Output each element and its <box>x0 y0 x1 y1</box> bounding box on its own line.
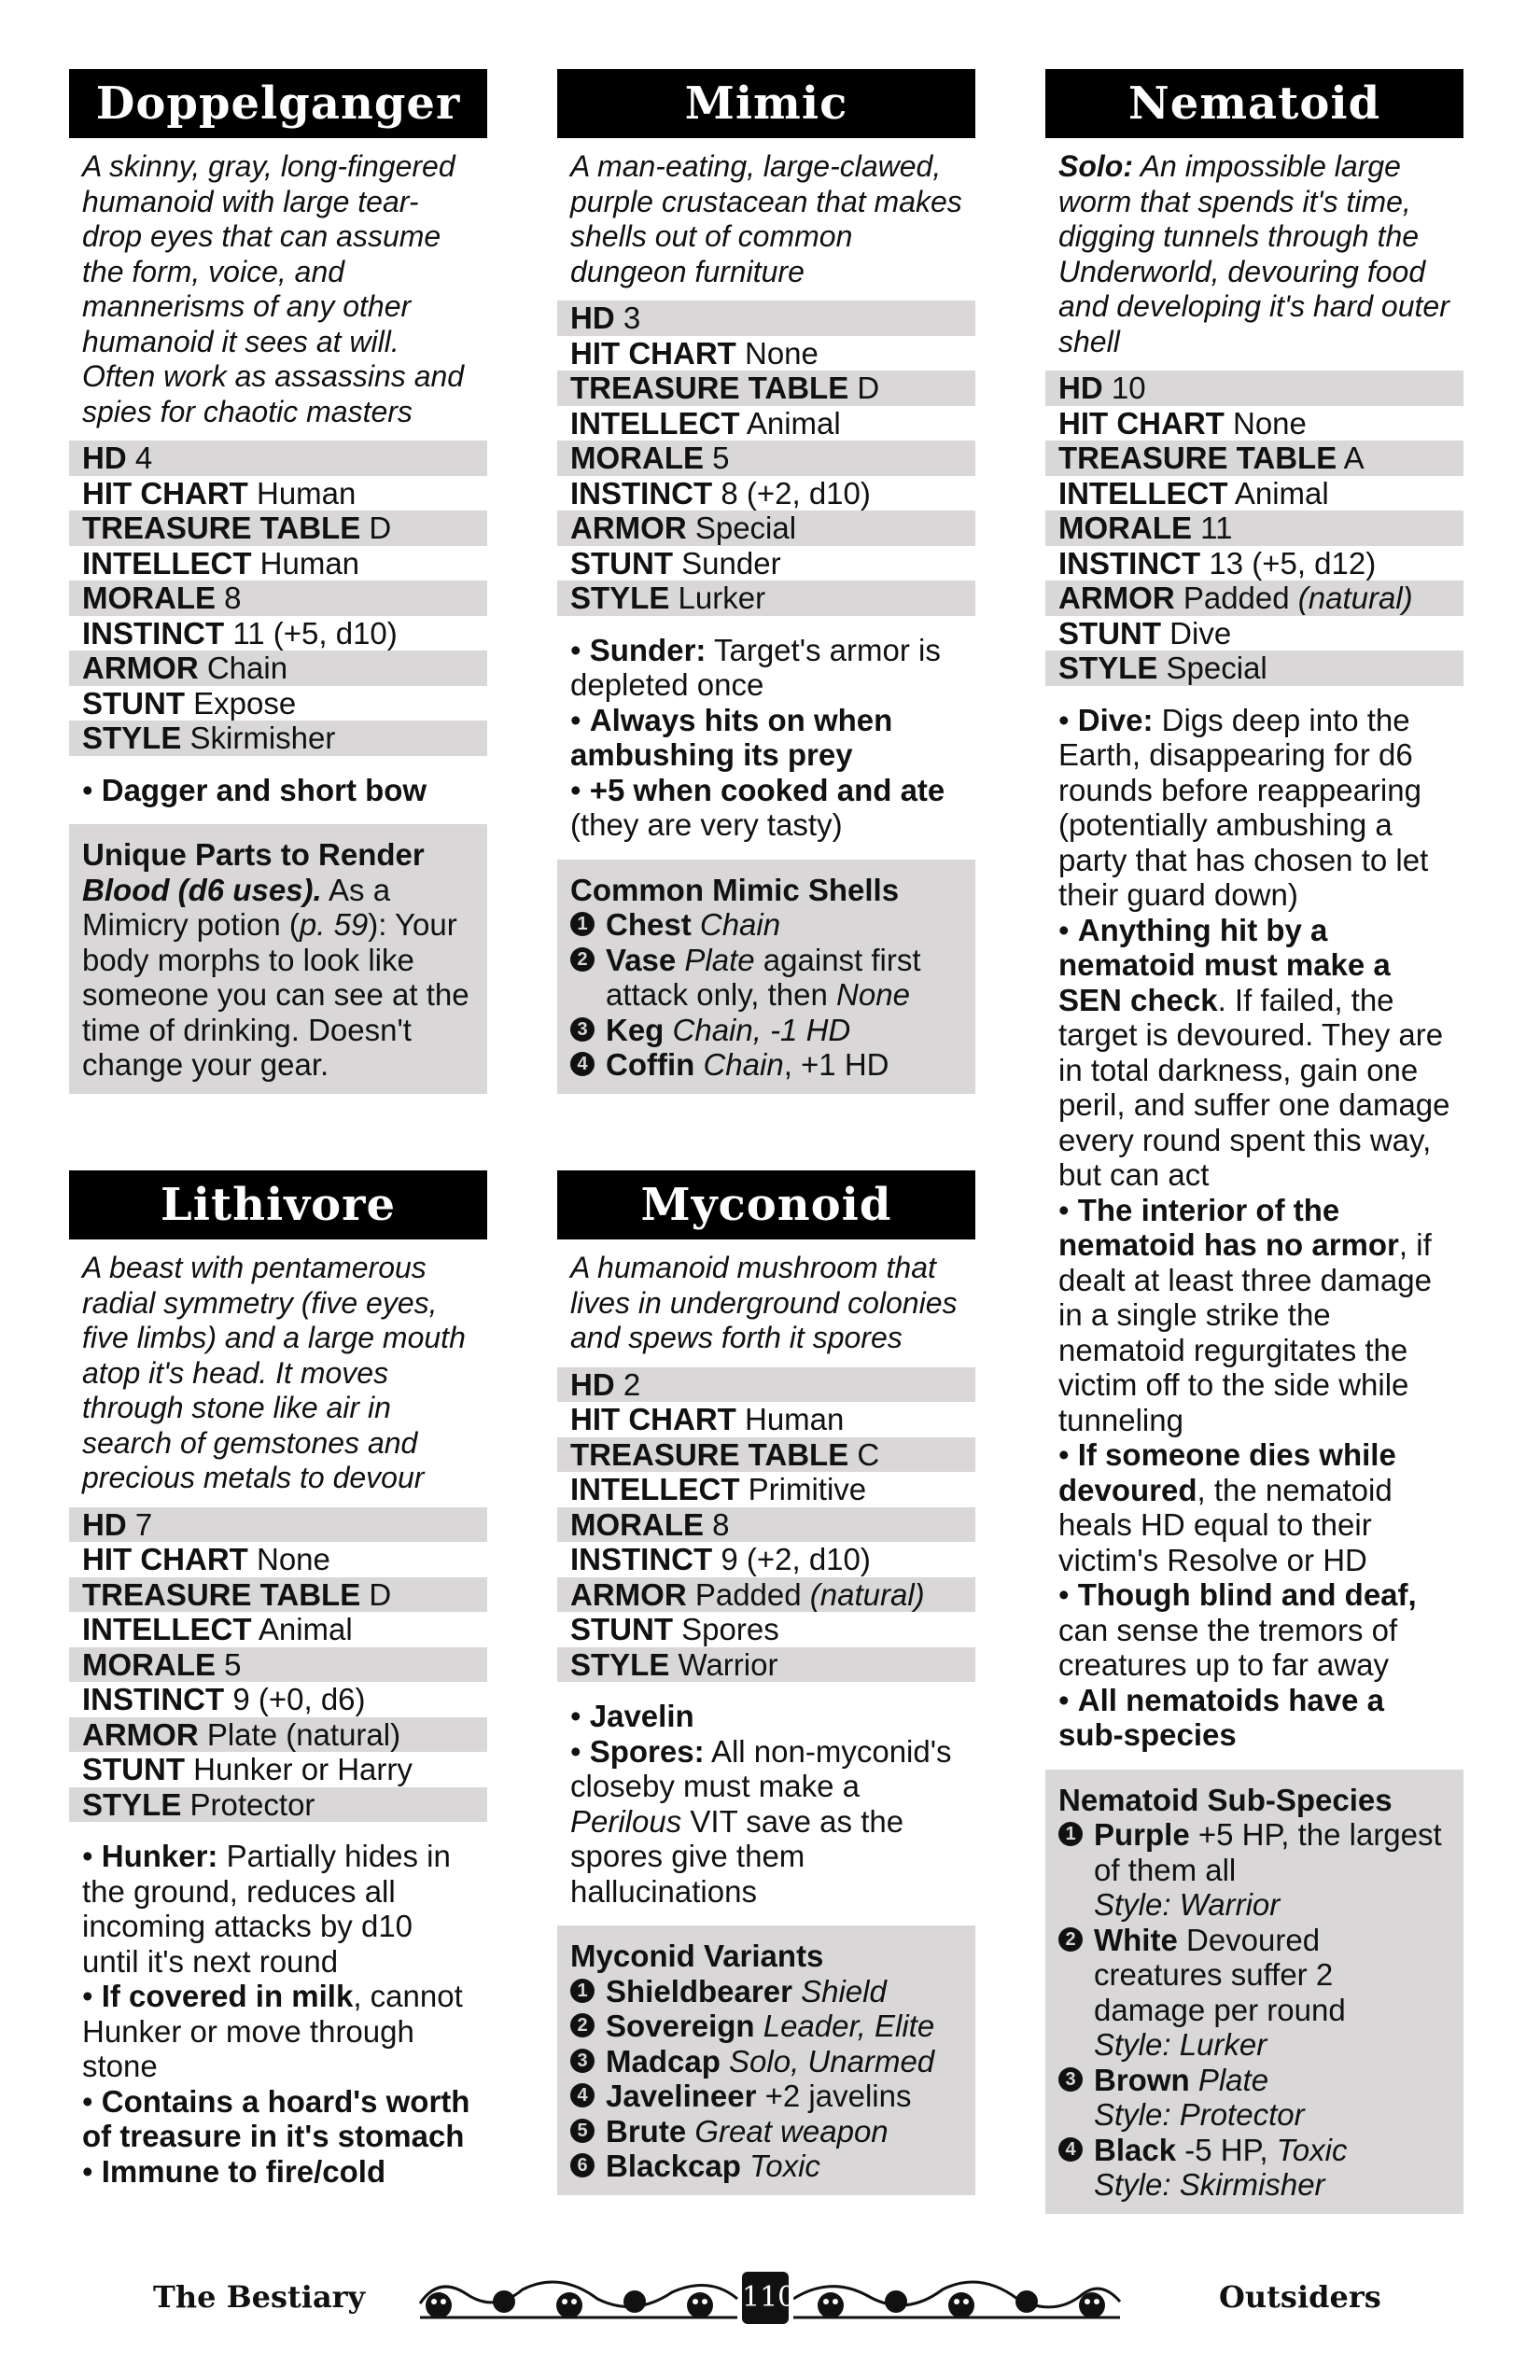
myconoid-description: A humanoid mushroom that lives in underground colonies and spews forth it spores <box>570 1251 958 1354</box>
number-bullet-icon: 3 <box>570 2049 595 2073</box>
nematoid-subspecies-box <box>1045 1770 1463 2214</box>
mimic-entry <box>557 69 975 1094</box>
stat-row: INSTINCT 11 (+5, d10) <box>82 615 398 651</box>
stat-row: MORALE 8 <box>557 1507 975 1543</box>
stat-row: STUNT Sunder <box>570 545 781 581</box>
stat-row: TREASURE TABLE C <box>557 1437 975 1473</box>
stat-row: HD 7 <box>69 1507 487 1543</box>
doppelganger-stats <box>69 441 487 756</box>
numbered-list-item: 4 Coffin Chain, +1 HD <box>570 1047 962 1083</box>
stat-row: ARMOR Chain <box>69 651 487 686</box>
myconoid-title: Myconoid <box>557 1170 975 1239</box>
numbered-list-item: 1 Shieldbearer Shield <box>570 1974 962 2009</box>
page-footer <box>0 2247 1540 2350</box>
stat-row: INSTINCT 8 (+2, d10) <box>570 475 871 511</box>
number-bullet-icon: 4 <box>570 2083 595 2107</box>
nematoid-description: Solo: An impossible large worm that spends it's time, digging tunnels through the Underworld, devouring food and developing it's hard outer shell <box>1058 149 1449 358</box>
nematoid-title: Nematoid <box>1045 69 1463 138</box>
stat-row: HD 3 <box>557 301 975 336</box>
numbered-list-item: 4 Black -5 HP, Toxic Style: Skirmisher <box>1058 2133 1450 2203</box>
lithivore-abilities <box>69 1822 487 2192</box>
parts-box-text: Blood (d6 uses). As a Mimicry potion (p. 59): Your body morphs to look like someone you can see at the time of drinking. Doesn't change your gear. <box>82 872 469 1082</box>
variants-box-title: Myconid Variants <box>570 1939 824 1973</box>
ability-item: • If someone dies while devoured, the nematoid heals HD equal to their victim's Resolve or HD <box>1058 1437 1396 1577</box>
doppelganger-parts-box <box>69 824 487 1094</box>
stat-row: HD 10 <box>1045 371 1463 406</box>
stat-row: ARMOR Plate (natural) <box>69 1717 487 1753</box>
stat-row: TREASURE TABLE D <box>69 511 487 546</box>
mimic-stats <box>557 301 975 616</box>
stat-row: INTELLECT Animal <box>82 1612 353 1646</box>
ability-item: • Immune to fire/cold <box>82 2153 386 2189</box>
stat-row: STUNT Expose <box>82 685 297 721</box>
numbered-list-item: 2 White Devoured creatures suffer 2 damage per round Style: Lurker <box>1058 1923 1450 2063</box>
number-bullet-icon: 2 <box>570 947 595 972</box>
stat-row: STUNT Dive <box>1058 615 1232 651</box>
stat-row: INTELLECT Human <box>82 545 360 581</box>
numbered-list-item: 2 Vase Plate against first attack only, then None <box>570 943 962 1013</box>
stat-row: INTELLECT Primitive <box>570 1472 867 1506</box>
lithivore-description: A beast with pentamerous radial symmetry (five eyes, five limbs) and a large mouth atop it's head. It moves through stone like air in search of gemstones and precious metals to devour <box>82 1251 466 1494</box>
ability-item: • Contains a hoard's worth of treasure in it's stomach <box>82 2083 470 2153</box>
stat-row: HIT CHART Human <box>82 475 357 511</box>
number-bullet-icon: 4 <box>1058 2137 1083 2162</box>
number-bullet-icon: 2 <box>1058 1927 1083 1952</box>
mimic-shells-box <box>557 860 975 1094</box>
stat-row: STYLE Special <box>1045 651 1463 686</box>
stat-row: STYLE Lurker <box>557 581 975 616</box>
stat-row: MORALE 11 <box>1045 511 1463 546</box>
stat-row: STYLE Protector <box>69 1787 487 1823</box>
nematoid-abilities <box>1045 686 1463 1757</box>
nematoid-entry <box>1045 69 1463 2214</box>
lithivore-title: Lithivore <box>69 1170 487 1239</box>
stat-row: ARMOR Special <box>557 511 975 546</box>
stat-row: STUNT Hunker or Harry <box>82 1752 413 1786</box>
stat-row: STYLE Skirmisher <box>69 721 487 756</box>
stat-row: ARMOR Padded (natural) <box>557 1577 975 1613</box>
stat-row: TREASURE TABLE D <box>69 1577 487 1613</box>
stat-row: TREASURE TABLE A <box>1045 441 1463 476</box>
number-bullet-icon: 3 <box>570 1017 595 1042</box>
stat-row: INTELLECT Animal <box>570 405 841 441</box>
page-number: 110 <box>742 2272 789 2324</box>
stat-row: TREASURE TABLE D <box>557 371 975 406</box>
myconoid-entry <box>557 1170 975 2195</box>
number-bullet-icon: 6 <box>570 2153 595 2177</box>
numbered-list-item: 1 Purple +5 HP, the largest of them all Style: Warrior <box>1058 1817 1450 1923</box>
lithivore-stats <box>69 1507 487 1823</box>
ability-item: • Always hits on when ambushing its prey <box>570 702 893 772</box>
stat-row: STYLE Warrior <box>557 1647 975 1683</box>
stat-row: HIT CHART None <box>1058 405 1307 441</box>
stat-row: HIT CHART Human <box>570 1402 845 1436</box>
ability-item: • Dive: Digs deep into the Earth, disappearing for d6 rounds before reappearing (potentially ambushing a party that has chosen to let their guard down) <box>1058 702 1429 912</box>
numbered-list-item: 2 Sovereign Leader, Elite <box>570 2009 962 2044</box>
numbered-list-item: 3 Keg Chain, -1 HD <box>570 1013 962 1048</box>
ability-item: • The interior of the nematoid has no armor, if dealt at least three damage in a single strike the nematoid regurgitates the victim off to the side while tunneling <box>1058 1192 1432 1437</box>
mimic-abilities <box>557 616 975 847</box>
mimic-description: A man-eating, large-clawed, purple crustacean that makes shells out of common dungeon furniture <box>570 149 962 288</box>
ability-item: • If covered in milk, cannot Hunker or move through stone <box>82 1979 463 2083</box>
ability-item: • Javelin <box>570 1699 694 1733</box>
parts-box-title: Unique Parts to Render <box>82 837 425 872</box>
ability-item: • Though blind and deaf, can sense the tremors of creatures up to far away <box>1058 1577 1417 1682</box>
ability-item: • All nematoids have a sub-species <box>1058 1682 1385 1752</box>
doppelganger-description: A skinny, gray, long-fingered humanoid with large tear-drop eyes that can assume the form, voice, and mannerisms of any other humanoid it sees at will. Often work as assassins and spies for chaotic masters <box>82 149 465 428</box>
stat-row: STUNT Spores <box>570 1612 779 1646</box>
numbered-list-item: 3 Madcap Solo, Unarmed <box>570 2044 962 2079</box>
number-bullet-icon: 5 <box>570 2119 595 2143</box>
shells-box-title: Common Mimic Shells <box>570 872 900 907</box>
number-bullet-icon: 3 <box>1058 2067 1083 2092</box>
mimic-title: Mimic <box>557 69 975 138</box>
doppelganger-abilities <box>69 756 487 812</box>
stat-row: HIT CHART None <box>82 1542 330 1576</box>
numbered-list-item: 3 Brown Plate Style: Protector <box>1058 2063 1450 2133</box>
doppelganger-title: Doppelganger <box>69 69 487 138</box>
stat-row: INTELLECT Animal <box>1058 475 1329 511</box>
number-bullet-icon: 4 <box>570 1052 595 1076</box>
ability-item: • Hunker: Partially hides in the ground, reduces all incoming attacks by d10 until it's next round <box>82 1839 451 1979</box>
numbered-list-item: 6 Blackcap Toxic <box>570 2149 962 2184</box>
ability-item: • Anything hit by a nematoid must make a SEN check. If failed, the target is devoured. They are in total darkness, gain one peril, and suffer one damage every round spent this way, but can act <box>1058 912 1450 1192</box>
myconid-variants-box <box>557 1925 975 2195</box>
stat-row: ARMOR Padded (natural) <box>1045 581 1463 616</box>
numbered-list-item: 5 Brute Great weapon <box>570 2114 962 2149</box>
footer-book-section: The Bestiary <box>153 2279 366 2315</box>
numbered-list-item: 1 Chest Chain <box>570 907 962 943</box>
stat-row: MORALE 5 <box>557 441 975 476</box>
stat-row: HD 2 <box>557 1367 975 1403</box>
stat-row: INSTINCT 9 (+2, d10) <box>570 1542 871 1576</box>
number-bullet-icon: 2 <box>570 2013 595 2037</box>
nematoid-stats <box>1045 371 1463 686</box>
stat-row: MORALE 5 <box>69 1647 487 1683</box>
ability-item: • +5 when cooked and ate (they are very tasty) <box>570 772 945 842</box>
myconoid-stats <box>557 1367 975 1683</box>
stat-row: HD 4 <box>69 441 487 476</box>
myconoid-abilities <box>557 1682 975 1912</box>
numbered-list-item: 4 Javelineer +2 javelins <box>570 2079 962 2114</box>
stat-row: MORALE 8 <box>69 581 487 616</box>
subspecies-box-title: Nematoid Sub-Species <box>1058 1782 1393 1817</box>
stat-row: HIT CHART None <box>570 335 819 371</box>
stat-row: INSTINCT 9 (+0, d6) <box>82 1682 366 1716</box>
number-bullet-icon: 1 <box>1058 1822 1083 1846</box>
doppelganger-entry <box>69 69 487 1094</box>
number-bullet-icon: 1 <box>570 1979 595 2003</box>
ability-item: • Dagger and short bow <box>82 772 427 807</box>
lithivore-entry <box>69 1170 487 2192</box>
ability-item: • Sunder: Target's armor is depleted once <box>570 632 941 702</box>
stat-row: INSTINCT 13 (+5, d12) <box>1058 545 1377 581</box>
footer-chapter: Outsiders <box>1219 2279 1381 2315</box>
ability-item: • Spores: All non-myconid's closeby must make a Perilous VIT save as the spores give them hallucinations <box>570 1733 952 1909</box>
number-bullet-icon: 1 <box>570 912 595 936</box>
